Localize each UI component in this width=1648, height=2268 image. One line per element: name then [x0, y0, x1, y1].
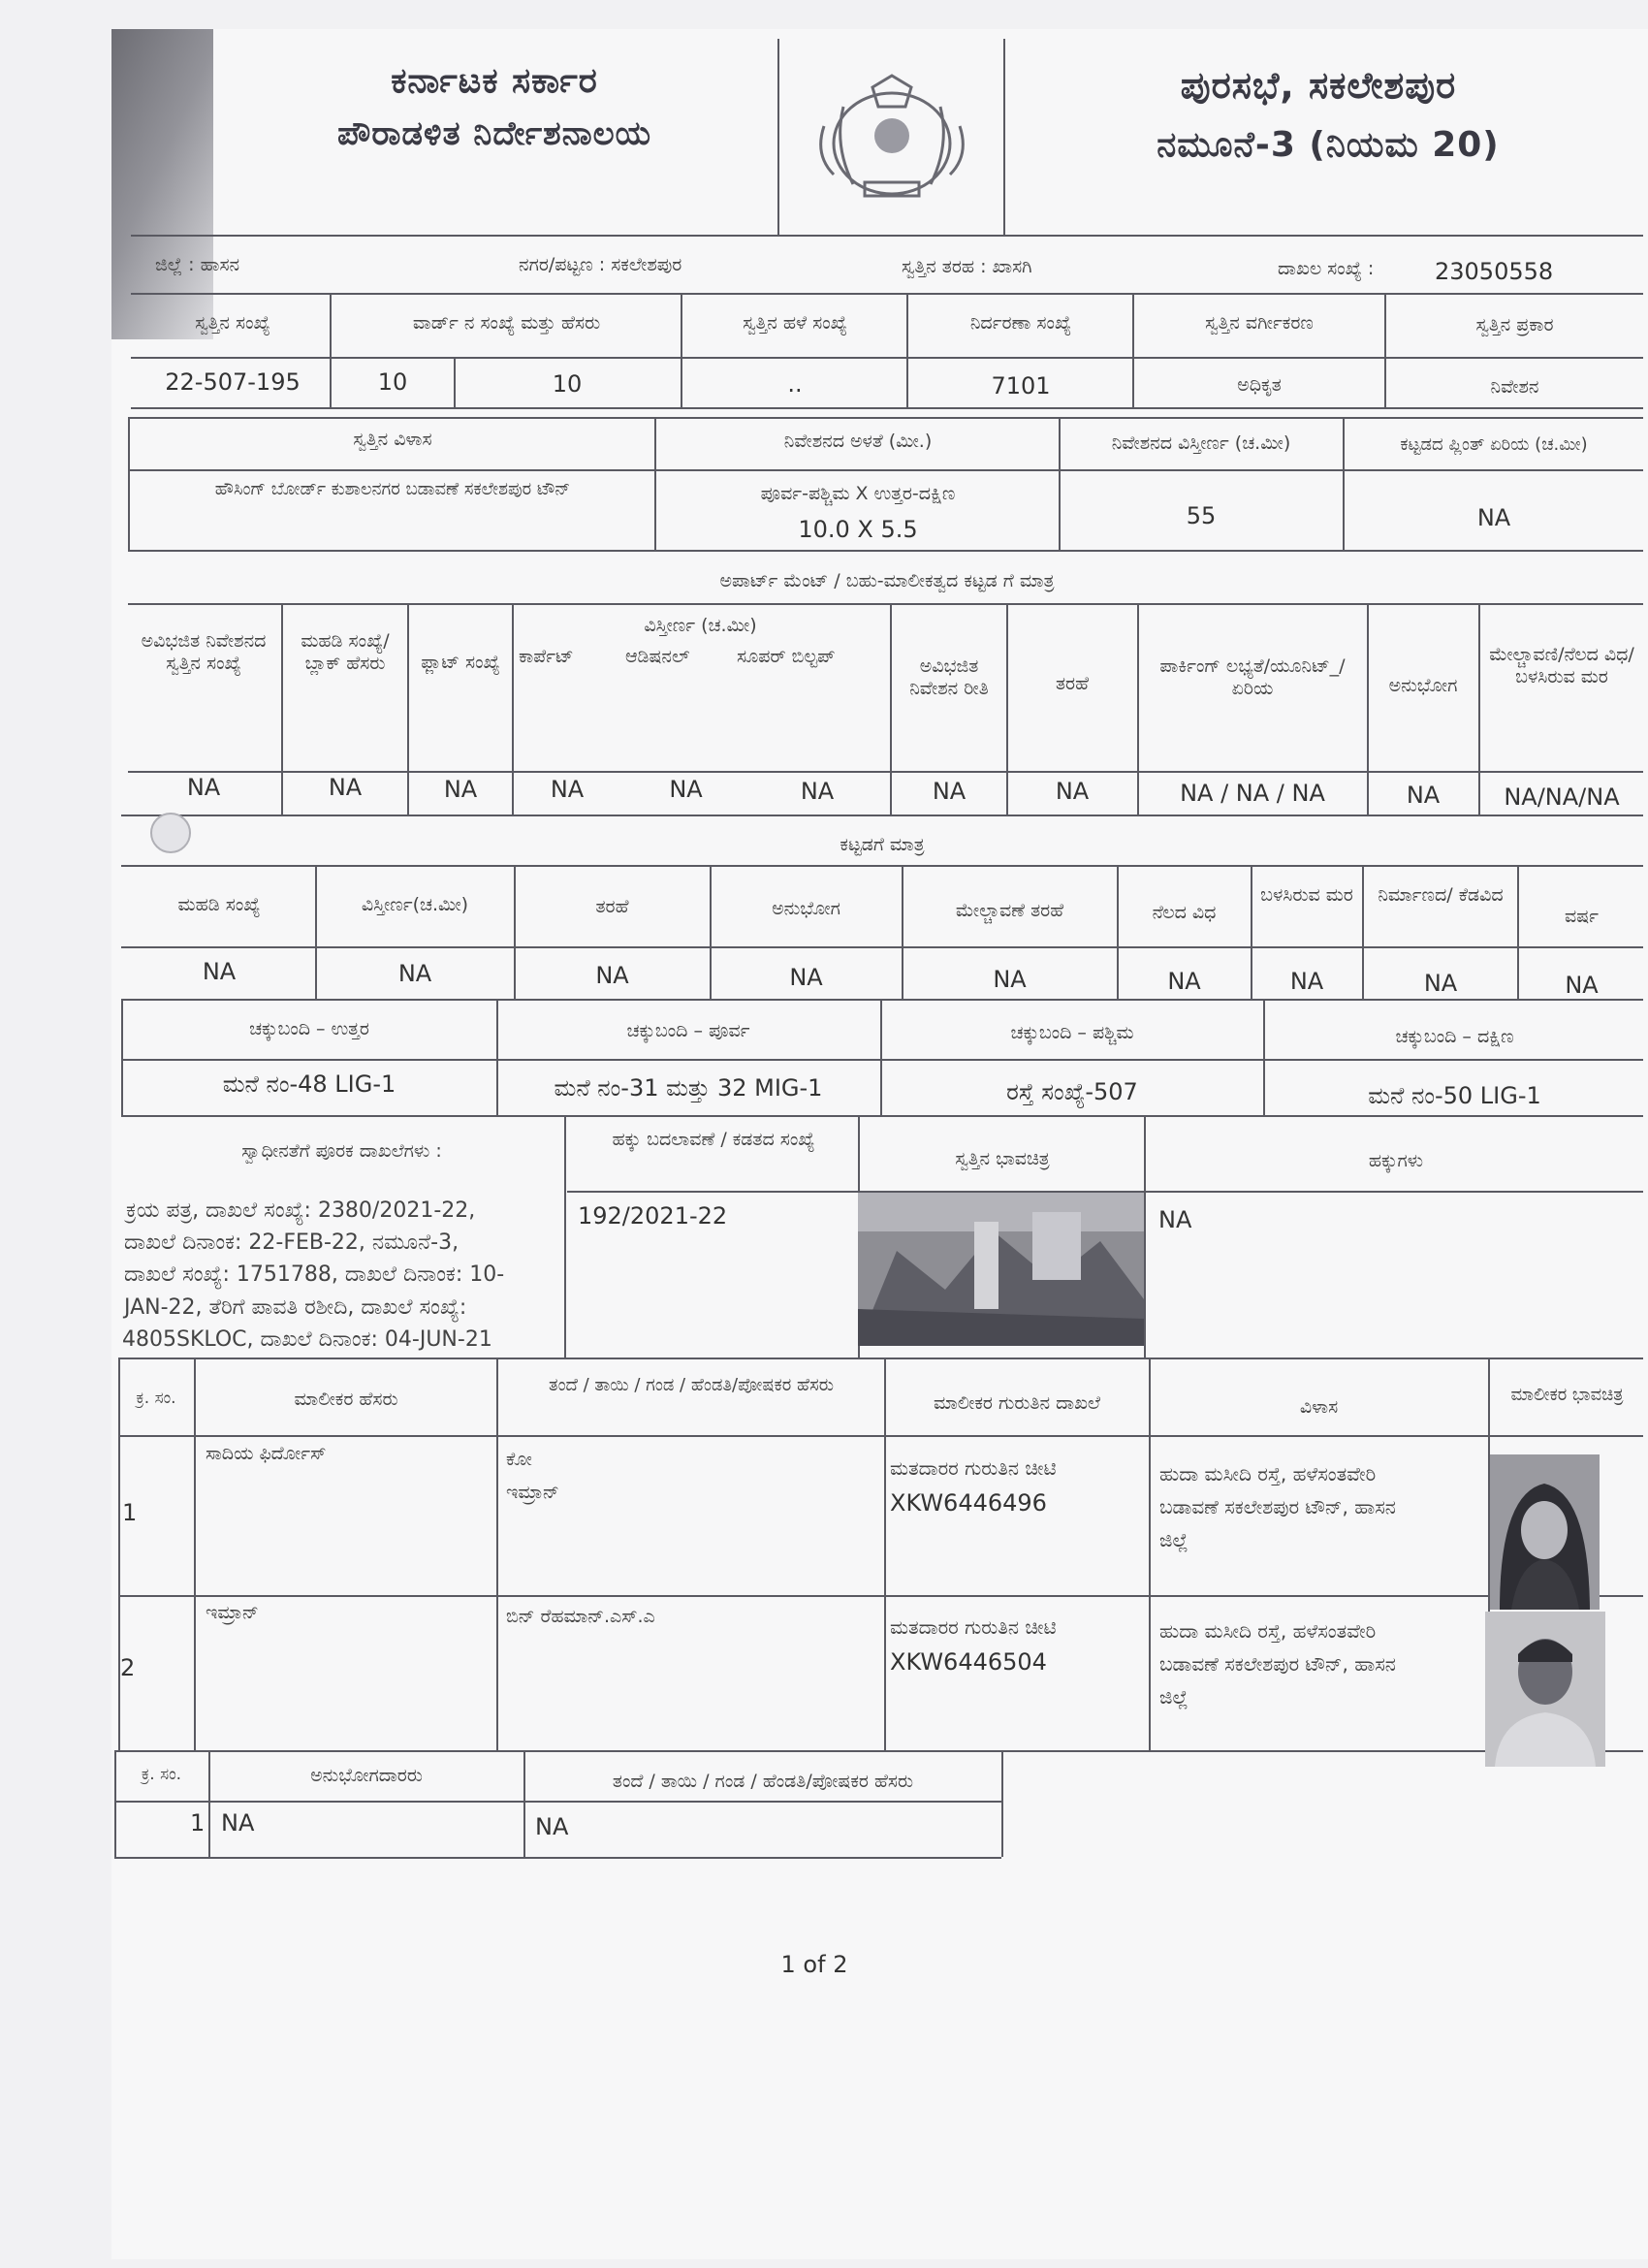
boundary-east: ಮನೆ ನಂ-31 ಮತ್ತು 32 MIG-1 [554, 1074, 823, 1102]
apt-type-value: NA [1055, 778, 1090, 805]
govt-name: ಕರ್ನಾಟಕ ಸರ್ಕಾರ [391, 61, 598, 101]
boundary-west-label: ಚಕ್ಕುಬಂದಿ – ಪಶ್ಚಿಮ [1010, 1022, 1134, 1043]
dimension-value: 10.0 X 5.5 [798, 516, 918, 543]
owner-name: ಇಮ್ರಾನ್ [206, 1602, 259, 1623]
bld-col-floor-type: ನೆಲದ ವಿಧ [1152, 902, 1217, 923]
boundary-north-label: ಚಕ್ಕುಬಂದಿ – ಉತ್ತರ [249, 1018, 369, 1039]
col-kind: ಸ್ವತ್ತಿನ ಪ್ರಕಾರ [1475, 314, 1554, 335]
col-undivided-share: ಅವಿಭಜಿತ ನಿವೇಶನ ರೀತಿ [909, 655, 989, 699]
owner-id-number: XKW6446496 [890, 1489, 1047, 1517]
sas-no: 7101 [991, 372, 1051, 399]
site-area: 55 [1186, 502, 1217, 529]
apt-usage-value: NA [1406, 782, 1441, 809]
owner-photo [1490, 1454, 1600, 1610]
mutation-number: 192/2021-22 [578, 1202, 728, 1230]
building-section-title: ಕಟ್ಟಡಗೆ ಮಾತ್ರ [840, 834, 925, 855]
boundary-north: ಮನೆ ನಂ-48 LIG-1 [222, 1070, 396, 1098]
dimension-label: ಪೂರ್ವ-ಪಶ್ಚಿಮ X ಉತ್ತರ-ದಕ್ಷಿಣ [760, 483, 956, 504]
owner-sl: 2 [120, 1654, 136, 1681]
bld-construction-value: NA [1423, 970, 1458, 997]
col-sas-no: ನಿರ್ದರಣಾ ಸಂಖ್ಯೆ [969, 312, 1072, 334]
col-additional: ಆಡಿಷನಲ್ [625, 646, 690, 667]
bld-col-construction: ನಿರ್ಮಾಣದ/ ಕೆಡವಿದ [1378, 884, 1504, 906]
col-usage: ಅನುಭೋಗ [1388, 675, 1458, 696]
owner-col-name: ಮಾಲೀಕರ ಹೆಸರು [294, 1389, 398, 1410]
docs-label: ಸ್ವಾಧೀನತೆಗೆ ಪೂರಕ ದಾಖಲೆಗಳು : [241, 1140, 442, 1162]
owner-address-line: ಹುದಾ ಮಸೀದಿ ರಸ್ತೆ, ಹಳೆಸಂತವೇರಿ [1159, 1619, 1377, 1643]
col-property-no: ಸ್ವತ್ತಿನ ಸಂಖ್ಯೆ [195, 312, 270, 334]
boundary-west: ರಸ್ತೆ ಸಂಖ್ಯೆ-507 [1006, 1078, 1138, 1105]
property-photo [858, 1193, 1144, 1346]
col-super-builtup: ಸೂಪರ್ ಬಿಲ್ಟಪ್ [737, 646, 836, 667]
boundary-east-label: ಚಕ್ಕುಬಂದಿ – ಪೂರ್ವ [626, 1020, 750, 1041]
kind: ನಿವೇಶನ [1490, 376, 1539, 398]
ward-no: 10 [377, 368, 408, 396]
bld-col-year: ವರ್ಷ [1565, 906, 1599, 927]
apt-floor-value: NA [328, 774, 363, 801]
bld-area-value: NA [397, 960, 432, 987]
occupant-name: NA [221, 1809, 255, 1837]
col-type: ತರಹೆ [1055, 673, 1090, 694]
owner-name: ಸಾದಿಯ ಫಿರ್ದೋಸ್ [206, 1443, 327, 1464]
bld-col-usage: ಅನುಭೋಗ [772, 898, 840, 919]
col-plinth-area: ಕಟ್ಟಡದ ಪ್ಲಿಂತ್ ಏರಿಯ (ಚ.ಮೀ) [1400, 434, 1588, 455]
apt-undiv-share-value: NA [932, 778, 967, 805]
col-classification: ಸ್ವತ್ತಿನ ವರ್ಗೀಕರಣ [1205, 312, 1314, 334]
owner-photo [1485, 1612, 1605, 1767]
col-floor-block: ಮಹಡಿ ಸಂಖ್ಯೆ/ಬ್ಲಾಕ್ ಹೆಸರು [301, 630, 390, 674]
owner-id-type: ಮತದಾರರ ಗುರುತಿನ ಚೀಟಿ [890, 1456, 1057, 1480]
occupant-col-name: ಅನುಭೋಗದಾರರು [310, 1765, 423, 1786]
owner-relation: ಇಮ್ರಾನ್ [506, 1482, 559, 1503]
doc-line: ದಾಖಲೆ ದಿನಾಂಕ: 22-FEB-22, ನಮೂನೆ-3, [124, 1230, 460, 1255]
page-number: 1 of 2 [780, 1951, 848, 1978]
occupant-col-sl: ಕ್ರ. ಸಂ. [141, 1765, 182, 1784]
owner-address-line: ಬಡಾವಣೆ ಸಕಲೇಶಪುರ ಟೌನ್, ಹಾಸನ [1159, 1495, 1396, 1518]
rights-value: NA [1158, 1206, 1192, 1233]
state-emblem-icon [805, 68, 979, 213]
property-no: 22-507-195 [165, 368, 301, 396]
bld-roof-value: NA [993, 966, 1027, 993]
owner-address-line: ಹುದಾ ಮಸೀದಿ ರಸ್ತೆ, ಹಳೆಸಂತವೇರಿ [1159, 1462, 1377, 1485]
district: ಜಿಲ್ಲೆ : ಹಾಸನ [155, 254, 240, 275]
doc-line: JAN-22, ತೆರಿಗೆ ಪಾವತಿ ರಶೀದಿ, ದಾಖಲೆ ಸಂಖ್ಯೆ: [124, 1295, 467, 1320]
entry-label: ದಾಖಲ ಸಂಖ್ಯೆ : [1278, 258, 1375, 279]
bld-col-wood: ಬಳಸಿರುವ ಮರ [1260, 884, 1353, 906]
apt-undivided-value: NA [186, 774, 221, 801]
apt-flat-value: NA [443, 776, 478, 803]
owner-col-id: ಮಾಲೀಕರ ಗುರುತಿನ ದಾಖಲೆ [934, 1392, 1100, 1414]
apt-additional-value: NA [669, 776, 703, 803]
col-ward: ವಾರ್ಡ್ ನ ಸಂಖ್ಯೆ ಮತ್ತು ಹೆಸರು [412, 312, 601, 334]
property-photo-label: ಸ್ವತ್ತಿನ ಭಾವಚಿತ್ರ [955, 1148, 1050, 1169]
col-area-group: ವಿಸ್ತೀರ್ಣ (ಚ.ಮೀ) [644, 615, 757, 636]
apt-parking-value: NA / NA / NA [1180, 780, 1325, 807]
rights-label: ಹಕ್ಕುಗಳು [1368, 1150, 1424, 1171]
owner-id-type: ಮತದಾರರ ಗುರುತಿನ ಚೀಟಿ [890, 1615, 1057, 1639]
bld-col-type: ತರಹೆ [595, 896, 629, 917]
col-roof-floor-wood: ಮೇಲ್ಚಾವಣಿ/ನೆಲದ ವಿಧ/ಬಳಸಿರುವ ಮರ [1489, 644, 1634, 687]
town: ನಗರ/ಪಟ್ಟಣ : ಸಕಲೇಶಪುರ [519, 254, 682, 275]
owner-address-line: ಬಡಾವಣೆ ಸಕಲೇಶಪುರ ಟೌನ್, ಹಾಸನ [1159, 1652, 1396, 1676]
apartment-section-title: ಅಪಾರ್ಟ್ ಮೆಂಟ್ / ಬಹು-ಮಾಲೀಕತ್ವದ ಕಟ್ಟಡ ಗೆ ಮಾತ್ರ [719, 570, 1055, 591]
owner-relation: ಕೋ [506, 1449, 532, 1470]
form-name: ನಮೂನೆ-3 (ನಿಯಮ 20) [1157, 125, 1500, 165]
directorate-name: ಪೌರಾಡಳಿತ ನಿರ್ದೇಶನಾಲಯ [336, 114, 652, 153]
bld-col-floor: ಮಹಡಿ ಸಂಖ್ಯೆ [177, 894, 261, 915]
apt-carpet-value: NA [550, 776, 585, 803]
occupant-relation: NA [535, 1813, 569, 1840]
municipality-name: ಪುರಸಭೆ, ಸಕಲೇಶಪುರ [1180, 64, 1457, 107]
owner-sl: 1 [122, 1499, 138, 1526]
owner-col-sl: ಕ್ರ. ಸಂ. [136, 1389, 176, 1408]
bld-type-value: NA [595, 962, 629, 989]
punch-hole [150, 813, 191, 853]
apt-super-value: NA [800, 778, 835, 805]
owner-id-number: XKW6446504 [890, 1648, 1047, 1676]
bld-floor-value: NA [202, 958, 237, 985]
doc-line: 4805SKLOC, ದಾಖಲೆ ದಿನಾಂಕ: 04-JUN-21 [122, 1327, 492, 1352]
classification: ಅಧಿಕೃತ [1237, 374, 1282, 396]
col-parking: ಪಾರ್ಕಿಂಗ್ ಲಭ್ಯತೆ/ಯೂನಿಟ್_/ಏರಿಯ [1159, 655, 1346, 699]
col-old-no: ಸ್ವತ್ತಿನ ಹಳೆ ಸಂಖ್ಯೆ [743, 312, 847, 334]
occupant-col-relation: ತಂದೆ / ತಾಯಿ / ಗಂಡ / ಹೆಂಡತಿ/ಪೋಷಕರ ಹೆಸರು [612, 1771, 914, 1792]
doc-line: ದಾಖಲೆ ಸಂಖ್ಯೆ: 1751788, ದಾಖಲೆ ದಿನಾಂಕ: 10- [124, 1262, 505, 1287]
occupant-sl: 1 [190, 1809, 206, 1837]
bld-floortype-value: NA [1167, 968, 1201, 995]
col-undivided-property-no: ಅವಿಭಜಿತ ನಿವೇಶನದ ಸ್ವತ್ತಿನ ಸಂಖ್ಯೆ [141, 630, 267, 674]
doc-line: ಕ್ರಯ ಪತ್ರ, ದಾಖಲೆ ಸಂಖ್ಯೆ: 2380/2021-22, [126, 1198, 476, 1223]
plinth-area: NA [1476, 504, 1511, 531]
property-type: ಸ್ವತ್ತಿನ ತರಹ : ಖಾಸಗಿ [902, 256, 1032, 277]
mutation-label: ಹಕ್ಕು ಬದಲಾವಣೆ / ಕಡತದ ಸಂಖ್ಯೆ [612, 1129, 815, 1150]
old-no: .. [787, 370, 803, 398]
bld-col-area: ವಿಸ್ತೀರ್ಣ(ಚ.ಮೀ) [361, 894, 469, 915]
property-address: ಹೌಸಿಂಗ್ ಬೋರ್ಡ್ ಕುಶಾಲನಗರ ಬಡಾವಣೆ ಸಕಲೇಶಪುರ ಟೌನ್ [214, 479, 571, 499]
bld-usage-value: NA [789, 964, 823, 991]
owner-col-address: ವಿಳಾಸ [1299, 1396, 1339, 1418]
owner-relation: ಬಿನ್ ರೆಹಮಾನ್.ಎಸ್.ಎ [506, 1606, 655, 1627]
col-site-area: ನಿವೇಶನದ ವಿಸ್ತೀರ್ಣ (ಚ.ಮೀ) [1111, 432, 1291, 454]
bld-wood-value: NA [1289, 968, 1324, 995]
bld-col-roof-type: ಮೇಲ್ಚಾವಣೆ ತರಹೆ [955, 900, 1064, 921]
owner-col-relation: ತಂದೆ / ತಾಯಿ / ಗಂಡ / ಹೆಂಡತಿ/ಪೋಷಕರ ಹೆಸರು [549, 1375, 834, 1395]
boundary-south: ಮನೆ ನಂ-50 LIG-1 [1368, 1082, 1541, 1109]
owner-address-line: ಜಿಲ್ಲೆ [1159, 1528, 1188, 1551]
boundary-south-label: ಚಕ್ಕುಬಂದಿ – ದಕ್ಷಿಣ [1395, 1026, 1514, 1047]
ward-name: 10 [552, 370, 583, 398]
owner-col-photo: ಮಾಲೀಕರ ಭಾವಚಿತ್ರ [1510, 1385, 1624, 1405]
col-dimension: ನಿವೇಶನದ ಅಳತೆ (ಮೀ.) [783, 431, 933, 452]
col-address: ಸ್ವತ್ತಿನ ವಿಳಾಸ [353, 429, 432, 450]
col-flat-no: ಫ್ಲಾಟ್ ಸಂಖ್ಯೆ [421, 652, 500, 673]
owner-address-line: ಜಿಲ್ಲೆ [1159, 1685, 1188, 1709]
bld-year-value: NA [1565, 972, 1599, 999]
col-carpet: ಕಾರ್ಪೆಟ್ [519, 646, 574, 667]
apt-roof-value: NA/NA/NA [1504, 783, 1620, 811]
entry-number: 23050558 [1435, 258, 1554, 285]
